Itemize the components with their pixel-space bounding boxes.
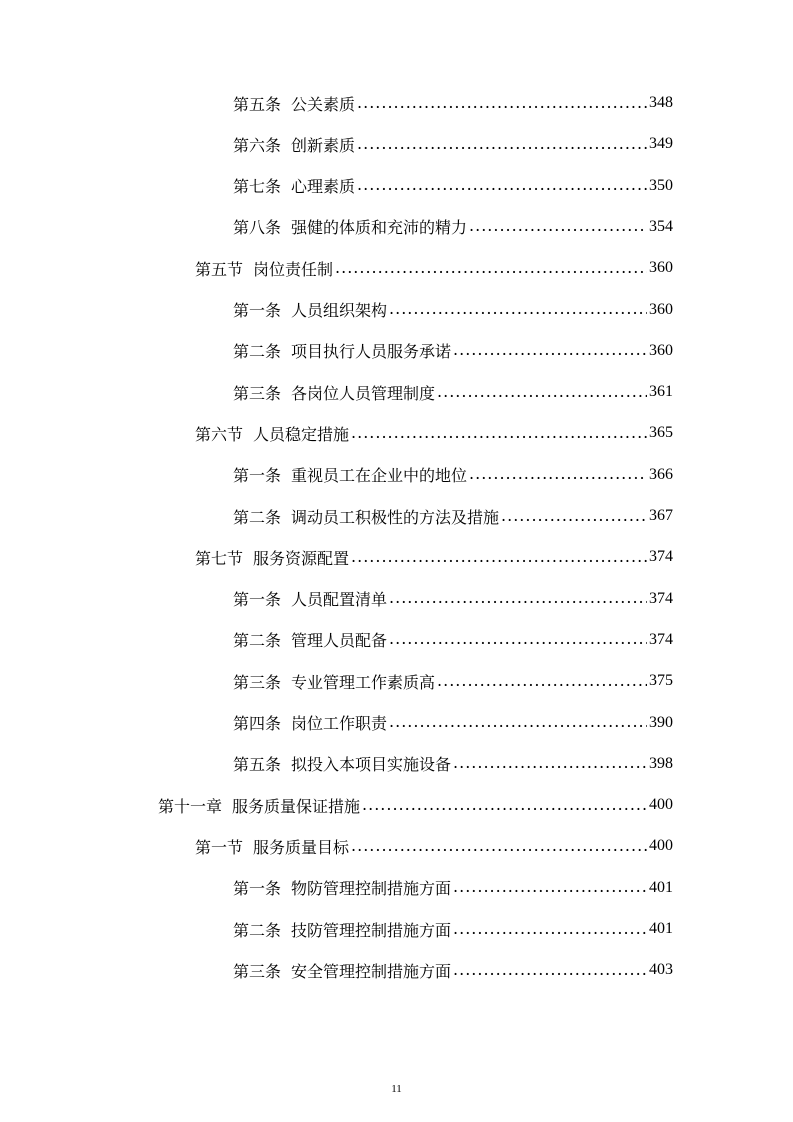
toc-entry-number: 第七条: [233, 177, 282, 197]
dot-leader: [357, 175, 647, 194]
toc-entry-title: 服务质量目标: [253, 837, 350, 857]
toc-entry-page: 350: [649, 176, 673, 194]
toc-entry[interactable]: [233, 584, 673, 614]
toc-entry-page: 360: [649, 300, 673, 318]
toc-entry-page: 390: [649, 713, 673, 731]
toc-entry-number: 第十一章: [158, 796, 223, 816]
toc-entry[interactable]: [233, 666, 673, 696]
dot-leader: [453, 919, 647, 938]
toc-entry-number: 第一条: [233, 590, 282, 610]
dot-leader: [437, 671, 647, 690]
dot-leader: [351, 423, 647, 442]
toc-entry-page: 374: [649, 630, 673, 648]
dot-leader: [362, 795, 647, 814]
toc-entry[interactable]: [233, 708, 673, 738]
toc-entry[interactable]: [233, 460, 673, 490]
toc-entry-number: 第五节: [195, 259, 244, 279]
toc-entry-number: 第八条: [233, 218, 282, 238]
toc-entry-number: 第五条: [233, 755, 282, 775]
toc-entry-page: 366: [649, 465, 673, 483]
page-number: 11: [391, 1083, 402, 1095]
dot-leader: [389, 712, 647, 731]
toc-entry-title: 物防管理控制措施方面: [291, 879, 452, 899]
toc-entry[interactable]: [233, 749, 673, 779]
toc-entry[interactable]: [158, 790, 673, 820]
toc-entry-title: 心理素质: [291, 177, 356, 197]
toc-entry-title: 拟投入本项目实施设备: [291, 755, 452, 775]
toc-entry-number: 第六节: [195, 424, 244, 444]
toc-entry-number: 第一节: [195, 837, 244, 857]
toc-entry-title: 强健的体质和充沛的精力: [291, 218, 468, 238]
toc-entry-page: 400: [649, 837, 673, 855]
dot-leader: [453, 340, 647, 359]
toc-entry-title: 服务质量保证措施: [232, 796, 361, 816]
toc-entry[interactable]: [233, 377, 673, 407]
toc-entry-title: 管理人员配备: [291, 631, 388, 651]
toc-entry-page: 374: [649, 548, 673, 566]
toc-entry-title: 创新素质: [291, 135, 356, 155]
dot-leader: [389, 588, 647, 607]
dot-leader: [453, 753, 647, 772]
toc-entry[interactable]: [233, 212, 673, 242]
toc-entry-page: 400: [649, 796, 673, 814]
toc-entry[interactable]: [233, 295, 673, 325]
toc-entry-title: 重视员工在企业中的地位: [291, 466, 468, 486]
toc-entry-number: 第二条: [233, 631, 282, 651]
toc-entry-title: 公关素质: [291, 94, 356, 114]
toc-entry[interactable]: [195, 542, 673, 572]
toc-entry[interactable]: [233, 873, 673, 903]
toc-entry-page: 367: [649, 507, 673, 524]
dot-leader: [351, 836, 647, 855]
dot-leader: [335, 258, 647, 277]
toc-entry-number: 第七节: [195, 548, 244, 568]
toc-entry[interactable]: [233, 171, 673, 201]
toc-entry[interactable]: [195, 831, 673, 861]
toc-entry[interactable]: [233, 129, 673, 159]
toc-entry-page: 398: [649, 754, 673, 772]
dot-leader: [357, 134, 647, 153]
toc-entry[interactable]: [233, 625, 673, 655]
toc-entry-page: 349: [649, 135, 673, 153]
toc-entry-page: 375: [649, 672, 673, 690]
toc-entry-number: 第二条: [233, 507, 282, 527]
toc-entry-number: 第一条: [233, 879, 282, 899]
toc-entry-title: 人员组织架构: [291, 301, 388, 320]
toc-entry-number: 第一条: [233, 466, 282, 486]
toc-entry-page: 403: [649, 961, 673, 979]
toc-entry[interactable]: [195, 418, 673, 448]
dot-leader: [357, 93, 647, 112]
dot-leader: [501, 506, 647, 525]
toc-entry-page: 360: [649, 259, 673, 277]
toc-entry-title: 服务资源配置: [253, 548, 350, 568]
dot-leader: [351, 547, 647, 566]
dot-leader: [453, 960, 647, 979]
toc-entry-title: 技防管理控制措施方面: [291, 920, 452, 940]
toc-entry[interactable]: [233, 501, 673, 531]
toc-entry-number: 第一条: [233, 301, 282, 320]
toc-entry-number: 第三条: [233, 961, 282, 981]
toc-entry[interactable]: [195, 253, 673, 283]
toc-entry-page: 365: [649, 424, 673, 442]
toc-entry[interactable]: [233, 914, 673, 944]
dot-leader: [389, 299, 647, 318]
toc-entry-title: 安全管理控制措施方面: [291, 961, 452, 981]
dot-leader: [469, 464, 647, 483]
toc-entry-title: 各岗位人员管理制度: [291, 383, 436, 403]
toc-entry-title: 人员配置清单: [291, 590, 388, 610]
toc-entry-page: 361: [649, 383, 673, 401]
dot-leader: [389, 629, 647, 648]
toc-entry-number: 第四条: [233, 714, 282, 733]
toc-entry-number: 第二条: [233, 920, 282, 940]
toc-entry-number: 第六条: [233, 135, 282, 155]
dot-leader: [469, 216, 647, 235]
toc-entry-page: 360: [649, 341, 673, 359]
toc-entry-page: 401: [649, 920, 673, 937]
dot-leader: [437, 382, 647, 401]
toc-entry-number: 第三条: [233, 672, 282, 692]
toc-entry-page: 401: [649, 878, 673, 896]
toc-entry-number: 第五条: [233, 94, 282, 114]
toc-entry[interactable]: [233, 88, 673, 118]
toc-entry-number: 第二条: [233, 342, 282, 362]
toc-entry[interactable]: [233, 955, 673, 985]
toc-entry-title: 岗位工作职责: [291, 714, 388, 733]
dot-leader: [453, 877, 647, 896]
toc-entry-number: 第三条: [233, 383, 282, 403]
toc-entry-title: 专业管理工作素质高: [291, 672, 436, 692]
toc-entry-page: 348: [649, 94, 673, 111]
toc-entry-title: 人员稳定措施: [253, 424, 350, 444]
toc-entry-title: 岗位责任制: [253, 259, 334, 279]
toc-entry-title: 调动员工积极性的方法及措施: [291, 507, 500, 527]
toc-entry-page: 374: [649, 589, 673, 607]
toc-entry[interactable]: [233, 336, 673, 366]
toc-entry-title: 项目执行人员服务承诺: [291, 342, 452, 362]
toc-entry-page: 354: [649, 217, 673, 235]
